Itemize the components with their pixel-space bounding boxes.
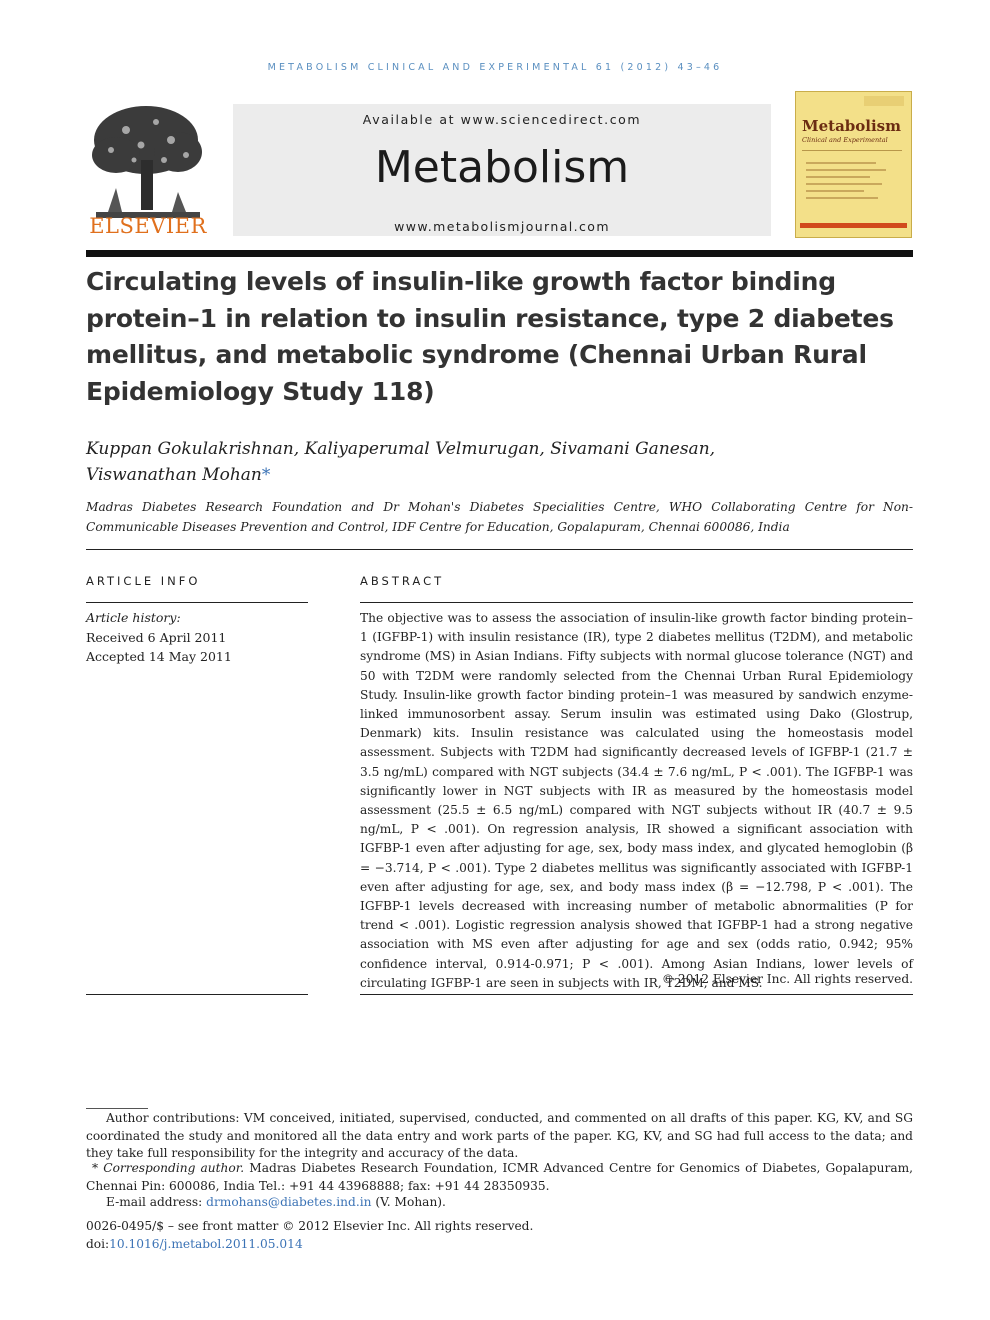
footnote-rule (86, 1108, 148, 1109)
corresponding-author-mark[interactable]: * (261, 465, 271, 485)
journal-url: www.metabolismjournal.com (394, 219, 610, 234)
elsevier-logo (86, 100, 210, 238)
article-info-heading: ARTICLE INFO (86, 574, 201, 588)
issn-line: 0026-0495/$ – see front matter © 2012 Elsevier Inc. All rights reserved. (86, 1219, 534, 1233)
cover-title: Metabolism (802, 117, 902, 135)
elsevier-wordmark: ELSEVIER (89, 214, 207, 238)
email-link[interactable]: drmohans@diabetes.ind.in (206, 1195, 372, 1209)
article-title: Circulating levels of insulin-like growth factor binding protein–1 in relation to insulin resistance, type 2 diabetes mellitus, and metabolic syndrome (Chennai Urban Rural Epidemiology Study 118) (86, 267, 894, 406)
sciencedirect-availability: Available at www.sciencedirect.com (362, 112, 642, 127)
cover-subtitle: Clinical and Experimental (802, 136, 888, 144)
corresponding-author-footnote (86, 1160, 913, 1195)
accepted-date: Accepted 14 May 2011 (86, 649, 232, 664)
journal-running-header: METABOLISM CLINICAL AND EXPERIMENTAL 61 (2012) 43–46 (267, 62, 723, 73)
authors-line-2: Viswanathan Mohan (86, 465, 262, 485)
journal-cover-thumbnail (795, 91, 912, 238)
author-list (86, 436, 913, 488)
abstract-heading: ABSTRACT (360, 574, 445, 588)
email-label: E-mail address: (106, 1195, 203, 1209)
journal-name: Metabolism (374, 142, 630, 193)
journal-banner (233, 104, 771, 236)
received-date: Received 6 April 2011 (86, 629, 227, 645)
article-info-bottom-rule (86, 994, 308, 995)
email-footnote (106, 1194, 906, 1212)
header-rule (86, 250, 913, 257)
abstract-text: The objective was to assess the association of insulin-like growth factor binding protein–1 (IGFBP-1) with insulin resistance (IR), type 2 diabetes mellitus (T2DM), and metabolic syndrome (MS) in Asian Indians. Fifty subjects with normal glucose tolerance (NGT) and 50 with T2DM were randomly selected from the Chennai Urban Rural Epidemiology Study. Insulin-like growth factor binding protein–1 was measured by sandwich enzyme-linked immunosorbent assay. Serum insulin was estimated using Dako (Glostrup, Denmark) kits. Insulin resistance was calculated using the homeostasis model assessment. Subjects with T2DM had significantly decreased levels of IGFBP-1 (21.7 ± 3.5 ng/mL) compared with NGT subjects (34.4 ± 7.6 ng/mL, P < .001). The IGFBP-1 was significantly lower in NGT subjects with IR as measured by the homeostasis model assessment (25.5 ± 6.5 ng/mL) compared with NGT subjects without IR (40.7 ± 9.5 ng/mL, P < .001). On regression analysis, IR showed a significant association with IGFBP-1 even after adjusting for age, sex, body mass index, and glycated hemoglobin (β = −3.714, P < .001). Type 2 diabetes mellitus was significantly associated with IGFBP-1 even after adjusting for age, sex, and body mass index (β = −12.798, P < .001). The IGFBP-1 levels decreased with increasing number of metabolic abnormalities (P for trend < .001). Logistic regression analysis showed that IGFBP-1 had a strong negative association with MS even after adjusting for age and sex (odds ratio, 0.942; 95% confidence interval, 0.914-0.971; P < .001). Among Asian Indians, lower levels of circulating IGFBP-1 are seen in subjects with IR, T2DM, and MS. (360, 611, 913, 990)
affiliation-rule (86, 549, 913, 550)
article-history-label: Article history: (86, 610, 181, 625)
doi-line (86, 1236, 913, 1254)
author-contributions-footnote: Author contributions: VM conceived, initiated, supervised, conducted, and commented on all drafts of this paper. KG, KV, and SG coordinated the study and monitored all the data entry and work parts of the paper. KG, KV, and SG had full access to the data; and they take full responsibility for the integrity and accuracy of the data. (86, 1111, 913, 1160)
corresponding-author-label: Corresponding author. (103, 1161, 245, 1175)
doi-label: doi: (86, 1237, 110, 1251)
author-affiliation: Madras Diabetes Research Foundation and Dr Mohan's Diabetes Specialities Centre, WHO Collaborating Centre for Non-Communicable Diseases Prevention and Control, IDF Centre for Education, Gopalapuram, Chennai 600086, India (86, 500, 913, 534)
corresponding-author-address: Madras Diabetes Research Foundation, ICMR Advanced Centre for Genomics of Diabetes, Gopalapuram, Chennai Pin: 600086, India Tel.: +91 44 43968888; fax: +91 44 28350935. (86, 1161, 914, 1193)
doi-link[interactable]: 10.1016/j.metabol.2011.05.014 (109, 1237, 303, 1251)
article-info-rule (86, 602, 308, 603)
abstract-bottom-rule (360, 994, 913, 995)
footnote-asterisk: * (92, 1161, 99, 1175)
abstract-copyright: © 2012 Elsevier Inc. All rights reserved. (661, 972, 913, 986)
email-suffix: (V. Mohan). (375, 1195, 446, 1209)
abstract-rule (360, 602, 913, 603)
authors-line-1: Kuppan Gokulakrishnan, Kaliyaperumal Velmurugan, Sivamani Ganesan, (86, 439, 716, 459)
article-history (86, 608, 308, 667)
